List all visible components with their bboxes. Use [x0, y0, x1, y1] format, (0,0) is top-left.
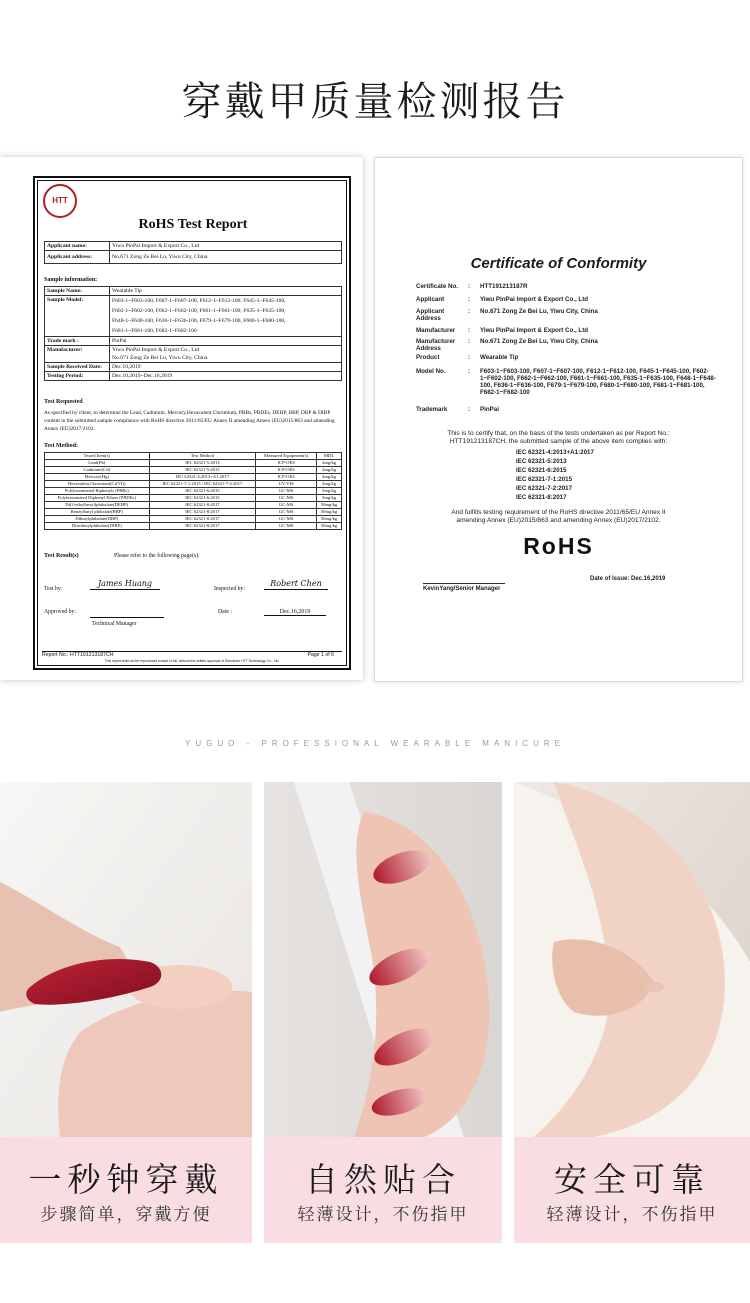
- applicant-name-value: Yiwu PinPai Import & Export Co., Ltd: [110, 242, 342, 251]
- certificate-field-colon: :: [468, 368, 471, 375]
- feature-sub-1: 步骤简单，穿戴方便: [40, 1205, 212, 1225]
- certificate-field-value: F603-1~F603-100, F607-1~F607-100, F612-1~F612-100, F645-1~F645-100, F602-1~F602-100, F662-1~F662-100, F661-1~F661-100, F635-1~F635-100, F648-1~F648-100, F636-1~F636-100, F679-1~F679-100, F680-1~F680-100, F681-1~F681-100, F682-1~F682-100: [480, 368, 716, 396]
- feature-sub-3: 轻薄设计，不伤指甲: [546, 1205, 718, 1225]
- method-cell: 50mg/kg: [317, 523, 342, 530]
- method-cell: Di(2-ethylhexyl)phthalate(DEHP): [45, 502, 150, 509]
- product-photo-2: [264, 782, 502, 1137]
- product-photo-3: [514, 782, 750, 1137]
- feature-heading-3: 安全可靠: [554, 1160, 710, 1199]
- rohs-report-title: RoHS Test Report: [138, 217, 248, 232]
- certificate-field-label: Model No.: [416, 368, 446, 375]
- method-cell: 2mg/kg: [317, 460, 342, 467]
- model-line: F602-1~F602-100, F662-1~F662-100, F661-1~F661-100, F635-1~F635-100,: [112, 308, 286, 314]
- method-cell: Mercury(Hg): [45, 474, 150, 481]
- page-title: 穿戴甲质量检测报告: [181, 79, 569, 125]
- approved-by-label: Approved by:: [44, 609, 77, 615]
- sample-model-label: Sample Model:: [45, 296, 110, 337]
- certificate-field-label: Manufacturer: [416, 327, 456, 334]
- method-cell: 2mg/kg: [317, 474, 342, 481]
- standard-item: IEC 62321-6:2015: [516, 467, 567, 474]
- certificate-field-value: Yiwu PinPai Import & Export Co., Ltd: [480, 327, 589, 334]
- feature-caption-2: [264, 1137, 502, 1243]
- method-cell: IEC 62321-8:2017: [149, 509, 256, 516]
- method-cell: ICP-OES: [256, 460, 317, 467]
- issue-date: Date of Issue: Dec.16,2019: [590, 576, 666, 582]
- method-cell: Hexavalent Chromium(Cr(VI)): [45, 481, 150, 488]
- signature-line: [423, 583, 505, 584]
- test-method-label: Test Method:: [44, 443, 78, 449]
- manufacturer-value: [110, 346, 342, 363]
- sample-name-label: Sample Name:: [45, 287, 110, 296]
- method-cell: GC-MS: [256, 509, 317, 516]
- applicant-address-label: Applicant address:: [45, 251, 110, 264]
- rohs-report-document: [33, 176, 351, 670]
- method-cell: ICP-OES: [256, 467, 317, 474]
- feature-heading-2: 自然贴合: [305, 1160, 461, 1199]
- method-header: MDL: [317, 453, 342, 460]
- brand-tagline: YUGUO - PROFESSIONAL WEARABLE MANICURE: [185, 739, 565, 748]
- applicant-table: [44, 241, 342, 264]
- method-cell: Dibutylphthalate(DBP): [45, 516, 150, 523]
- method-cell: Benzylbutyl phthalate(BBP): [45, 509, 150, 516]
- method-cell: IEC 62321-4:2013+A1:2017: [149, 474, 256, 481]
- method-cell: GC-MS: [256, 516, 317, 523]
- method-cell: Diisobutylphthalate(DIBP): [45, 523, 150, 530]
- method-cell: Lead(Pb): [45, 460, 150, 467]
- method-row: [45, 509, 342, 516]
- feature-caption-3: [514, 1137, 750, 1243]
- inspected-by-label: Inspected by:: [214, 586, 246, 592]
- certificate-field-value: PinPai: [480, 406, 499, 413]
- method-row: [45, 474, 342, 481]
- rohs-mark: RoHS: [523, 533, 594, 559]
- certificate-field-value: No.671 Zong Ze Bei Lu, Yiwu City, China: [480, 338, 598, 345]
- feature-caption-1: [0, 1137, 252, 1243]
- method-cell: 50mg/kg: [317, 516, 342, 523]
- test-requested-label: Test Requested: [44, 399, 83, 405]
- certify-line-2: HTT191213187CH, the submitted sample of the above item complies with:: [449, 438, 668, 445]
- footer-note: This report shall not be reproduced except in full, without the written approval of Shenzhen HTT Technology Co., Ltd.: [104, 659, 280, 663]
- model-line: F681-1~F681-100, F682-1~F682-100: [112, 328, 197, 334]
- certificate-field-colon: :: [468, 283, 471, 290]
- standard-item: IEC 62321-7-2:2017: [516, 485, 573, 492]
- standard-item: IEC 62321-5:2013: [516, 458, 567, 465]
- hand-nail-illustration-2: [264, 782, 502, 1137]
- method-cell: IEC 62321-5:2013: [149, 460, 256, 467]
- certificate-field-value: No.671 Zong Ze Bei Lu, Yiwu City, China: [480, 308, 598, 315]
- date-label: Date :: [218, 609, 233, 615]
- method-cell: ICP-OES: [256, 474, 317, 481]
- standard-item: IEC 62321-4:2013+A1:2017: [516, 449, 594, 456]
- model-line: F648-1~F648-100, F636-1~F636-100, F679-1~F679-100, F680-1~F680-100,: [112, 318, 286, 324]
- tested-by-signature: James Huang: [90, 579, 160, 590]
- certificate-field-label: Manufacturer Address: [416, 338, 456, 352]
- method-cell: GC-MS: [256, 488, 317, 495]
- method-row: [45, 523, 342, 530]
- manufacturer-label: Manufacturer:: [45, 346, 110, 363]
- method-cell: IEC 62321-7-1:2015 / IEC 62321-7-2:2017: [149, 481, 256, 488]
- certificate-card: [374, 157, 743, 682]
- certificate-field-label: Trademark: [416, 406, 448, 413]
- sample-name-value: Wearable Tip: [110, 287, 342, 296]
- certify-line-1: This is to certify that, on the basis of the tests undertaken as per Report No.:: [447, 430, 670, 437]
- method-cell: IEC 62321-6:2015: [149, 488, 256, 495]
- testing-period-value: Dec.10,2019~Dec.16,2019: [110, 372, 342, 381]
- method-cell: 50mg/kg: [317, 502, 342, 509]
- method-row: [45, 516, 342, 523]
- method-cell: GC-MS: [256, 502, 317, 509]
- method-cell: 50mg/kg: [317, 509, 342, 516]
- certificate-title: Certificate of Conformity: [470, 255, 647, 272]
- certificate-field-label: Product: [416, 354, 440, 361]
- test-result-label: Test Result(s): [44, 553, 79, 559]
- received-date-value: Dec.10,2019: [110, 363, 342, 372]
- method-cell: Polybrominated Diphenyl Ethers (PBDEs): [45, 495, 150, 502]
- htt-logo-icon: HTT: [43, 184, 77, 218]
- tested-by-label: Test by:: [44, 586, 63, 592]
- feature-heading-1: 一秒钟穿戴: [28, 1160, 224, 1199]
- method-row: [45, 481, 342, 488]
- trade-mark-label: Trade mark :: [45, 337, 110, 346]
- certificate-field-value: Yiwu PinPai Import & Export Co., Ltd: [480, 296, 589, 303]
- approved-by-line: [90, 617, 164, 618]
- method-header: Measured Equipment(s): [256, 453, 317, 460]
- certificate-field-colon: :: [468, 338, 471, 345]
- certificate-field-label: Applicant Address: [416, 308, 445, 322]
- sample-table: [44, 286, 342, 381]
- fulfil-line-1: And fulfills testing requirement of the RoHS directive 2011/65/EU Annex II: [451, 509, 666, 516]
- inspected-by-signature: Robert Chen: [264, 579, 328, 590]
- method-cell: IEC 62321-8:2017: [149, 523, 256, 530]
- method-row: [45, 495, 342, 502]
- certificate-field-colon: :: [468, 327, 471, 334]
- approved-role: Technical Manager: [92, 621, 137, 627]
- received-date-label: Sample Received Date:: [45, 363, 110, 372]
- method-cell: 5mg/kg: [317, 488, 342, 495]
- page-of: Page 1 of 6: [307, 652, 334, 658]
- standard-item: IEC 62321-7-1:2015: [516, 476, 573, 483]
- report-number: Report No.: HTT191213187CH: [42, 652, 114, 658]
- trade-mark-value: PinPai: [110, 337, 342, 346]
- certificate-field-value: Wearable Tip: [480, 354, 519, 361]
- method-cell: IEC 62321-8:2017: [149, 502, 256, 509]
- certificate-field-colon: :: [468, 354, 471, 361]
- test-method-table: [44, 452, 342, 530]
- standard-item: IEC 62321-8:2017: [516, 494, 567, 501]
- certificate-field-colon: :: [468, 406, 471, 413]
- feature-sub-2: 轻薄设计，不伤指甲: [297, 1205, 469, 1225]
- method-cell: 2mg/kg: [317, 481, 342, 488]
- method-cell: 5mg/kg: [317, 495, 342, 502]
- method-cell: IEC 62321-5:2013: [149, 467, 256, 474]
- method-cell: Cadmium(Cd): [45, 467, 150, 474]
- certificate-field-colon: :: [468, 296, 471, 303]
- certificate-field-label: Certificate No.: [416, 283, 458, 290]
- manufacturer-line: Yiwu PinPai Import & Export Co., Ltd: [112, 347, 200, 353]
- sample-info-label: Sample information:: [44, 277, 98, 283]
- applicant-address-value: No.671 Zong Ze Bei Lu, Yiwu City, China: [110, 251, 342, 264]
- certificate-field-label: Applicant: [416, 296, 445, 303]
- signer-name: KevinYang/Senior Manager: [423, 586, 501, 592]
- method-cell: IEC 62321-8:2017: [149, 516, 256, 523]
- manufacturer-line: No.671 Zong Ze Bei Lu, Yiwu City, China: [112, 355, 208, 361]
- rohs-footer: [42, 651, 342, 663]
- date-value: Dec.16,2019: [264, 609, 326, 616]
- hand-nail-illustration-3: [514, 782, 750, 1137]
- certificate-field-value: HTT191213187R: [480, 283, 528, 290]
- method-cell: IEC 62321-6:2015: [149, 495, 256, 502]
- testing-period-label: Testing Period:: [45, 372, 110, 381]
- method-cell: GC-MS: [256, 495, 317, 502]
- method-header-row: [45, 453, 342, 460]
- method-cell: Polybrominated Biphenyls (PBBs): [45, 488, 150, 495]
- test-requested-text: As specified by client, to determine the Lead, Cadmium, Mercury,Hexavalent Chromium, PBBs, PBDEs, DEHP, BBP, DBP & DIBP content in the submitted sample compliance with RoHS directive 2011/65/EU Annex II amending Annex (EU)2015/863 and amending Annex (EU)2017/2102.: [44, 410, 335, 432]
- product-photo-1: [0, 782, 252, 1137]
- fulfil-line-2: amending Annex (EU)2015/863 and amending Annex (EU)2017/2102.: [456, 517, 661, 524]
- method-cell: GC-MS: [256, 523, 317, 530]
- method-row: [45, 467, 342, 474]
- model-line: F603-1~F603-100, F607-1~F607-100, F612-1~F612-100, F645-1~F645-100,: [112, 298, 286, 304]
- method-row: [45, 460, 342, 467]
- test-result-text: Please refer to the following page(s).: [114, 553, 200, 559]
- certificate-field-colon: :: [468, 308, 471, 315]
- hand-nail-illustration-1: [0, 782, 252, 1137]
- method-header: Tested Item(s): [45, 453, 150, 460]
- method-header: Test Method: [149, 453, 256, 460]
- applicant-name-label: Applicant name:: [45, 242, 110, 251]
- method-row: [45, 488, 342, 495]
- method-row: [45, 502, 342, 509]
- sample-model-value: [110, 296, 342, 337]
- method-cell: UV-VIS: [256, 481, 317, 488]
- method-cell: 2mg/kg: [317, 467, 342, 474]
